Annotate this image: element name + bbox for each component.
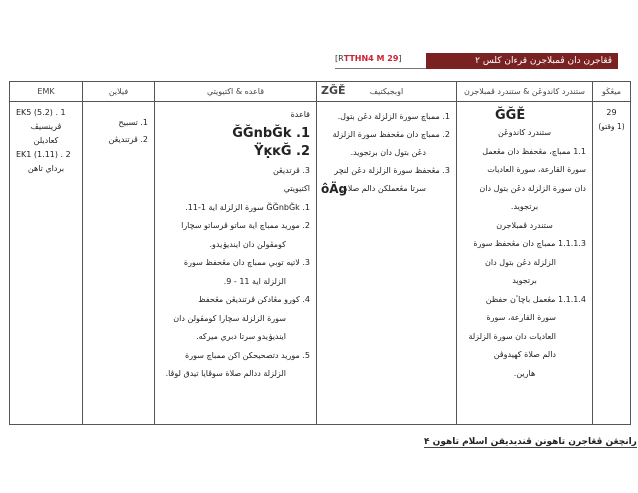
- method-line: 3. ڤرتديڠن: [272, 165, 310, 175]
- method-line: اينديۏيدو سرتا دبري ميرکه.: [196, 332, 286, 341]
- cell-skill: [83, 102, 155, 425]
- col-emk: EMK: [10, 82, 83, 102]
- standard-line: هارين.: [513, 368, 536, 378]
- cell-standard: [457, 102, 593, 425]
- method-line: 1. ĞĞnbĞk: [232, 125, 310, 141]
- objective-line: دڠن بتول دان برتجويد.: [350, 148, 426, 157]
- method-line: 2. Ÿĸ̣ĸĞ: [254, 144, 310, 159]
- standard-line: الزلزلة دڠن بتول دان: [485, 257, 556, 267]
- objective-line: سرتا مڠعملکن دالم صلاة.: [340, 184, 426, 193]
- col-standard: ستندرد کاندوڠن & ستندرد ڤمبلاجرن: [457, 82, 593, 102]
- table-header-row: [10, 82, 631, 102]
- week-note: (1 وقتو): [598, 122, 625, 131]
- objective-glyph-small: ôÄg: [321, 182, 348, 196]
- standard-line: ستندرد کاندوڠن: [497, 128, 552, 137]
- lesson-plan-table: [9, 81, 631, 425]
- standard-line: 1.1 ممباچ، مڠحفظ دان مڠعمل: [482, 146, 586, 156]
- objective-line: 2. ممباچ دان مڠحفظ سورة الزلزلة: [332, 130, 450, 139]
- objective-glyph: ZĞĚ: [321, 84, 346, 97]
- standard-line: 1.1.1.3 ممباچ دان مڠحفظ سورة: [473, 239, 586, 248]
- emk-line: EK5 (5.2) . 1: [16, 108, 66, 117]
- method-line: کومڤولن دان اينديۏيدو.: [209, 239, 286, 249]
- standard-line: ستندرد ڤمبلاجرن: [496, 220, 553, 230]
- week-number: 29: [606, 108, 617, 117]
- standard-line: دان سورة الزلزلة دڠن بتول دان: [479, 183, 586, 193]
- standard-line: سورة القارعة، سورة العاديات: [487, 165, 586, 174]
- emk-line: برداي تاهن: [27, 164, 65, 173]
- footer-title: رانچڠن ڤڠاجرن تاهونن ڤنديديقن اسلام تاهون ۴: [424, 437, 637, 447]
- method-line: سورة الزلزلة سچارا کومڤولن دان: [173, 313, 286, 323]
- emk-line: EK1 (1.11) . 2: [16, 150, 71, 159]
- col-objective: ZĞĚ اوبجيکتيف: [317, 82, 457, 102]
- skill-item: 2. ڤرتنديڠن: [108, 135, 148, 144]
- method-line: اکتيويتي: [283, 184, 310, 193]
- objective-line: 1. ممباچ سورة الزلزلة دڠن بتول.: [337, 112, 450, 121]
- standard-line: 1.1.1.4 مڠعمل باچاٴن حفظن: [485, 294, 586, 304]
- objective-line: 3. مڠحفظ سورة الزلزلة دڠن لنچر: [334, 166, 450, 175]
- method-line: 5. موريد دتصحيحکن اکن ممباچ سورة: [185, 350, 310, 360]
- method-line: 2. موريد ممباچ اية ساتو ڤرساتو سچارا: [181, 221, 310, 230]
- emk-line: کعادیلن: [33, 136, 59, 145]
- col-skill: فيلاين: [83, 82, 155, 102]
- method-line: الزلزلة ددالم صلاة سوڤايا تيدق لوڤا.: [165, 369, 286, 378]
- col-method: قاعده & اکتيويتي: [155, 82, 317, 102]
- page-code: [RTTHN4 M 29]: [335, 54, 402, 63]
- method-line: 1. ĞĞnbĞk سورة الزلزلة اية 1-11.: [185, 202, 310, 212]
- standard-line: العاديات دان سورة الزلزلة: [468, 331, 556, 341]
- method-line: 3. لاتيه توبي ممباچ دان مڠحفظ سورة: [183, 258, 310, 267]
- standard-line: برتجويد.: [510, 202, 539, 211]
- method-line: الزلزلة اية 11 - 9.: [223, 276, 286, 286]
- cell-week: [593, 102, 631, 425]
- cell-method: [155, 102, 317, 425]
- table-row: [10, 102, 631, 425]
- cell-objective: [317, 102, 457, 425]
- skill-item: 1. تسبيح: [118, 118, 148, 127]
- method-line: 4. کورو مڠادکن ڤرتنديڠن مڠحفظ: [198, 295, 310, 304]
- standard-line: برتجويد: [512, 276, 537, 285]
- standard-line: سورة القارعة، سورة: [486, 313, 556, 322]
- method-line: قاعدة: [290, 110, 310, 119]
- emk-line: ڤرينسيڤ: [30, 122, 62, 131]
- standard-glyph: ĞĞĚ: [495, 108, 526, 123]
- standard-line: دالم صلاة کهيدوڤن: [493, 350, 556, 359]
- header-banner: ڤڠاجرن دان ڤمبلاجرن قرءان کلس ٢: [426, 53, 618, 69]
- cell-emk: [10, 102, 83, 425]
- col-week: ميڠڬو: [593, 82, 631, 102]
